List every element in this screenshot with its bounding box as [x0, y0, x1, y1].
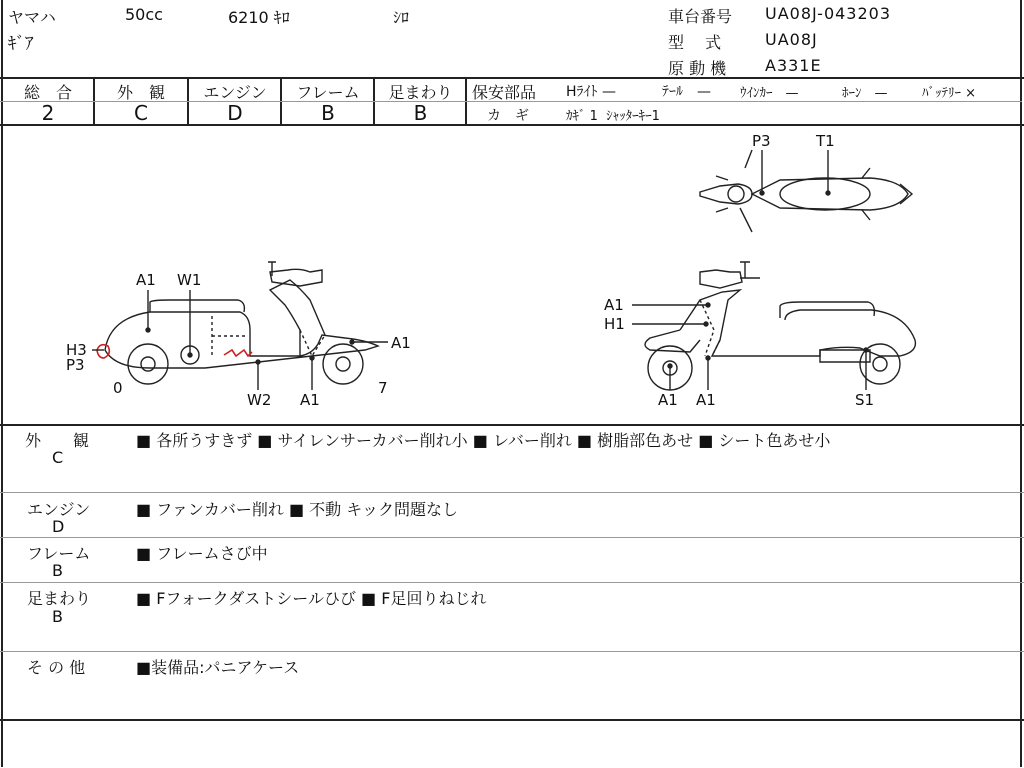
- grade-engine-value: D: [227, 101, 243, 125]
- maker: ヤマハ: [8, 8, 56, 27]
- diag-label-t1: T1: [816, 132, 835, 150]
- grade-frame-label: フレーム: [296, 83, 360, 102]
- grade-overall-value: 2: [41, 101, 55, 125]
- diag-label-h1: H1: [604, 315, 625, 333]
- grade-engine-label: エンジン: [203, 83, 267, 102]
- frame-no-label: 車台番号: [668, 7, 733, 26]
- diag-label-a1: A1: [658, 391, 678, 409]
- model-name: ｷﾞｱ: [8, 34, 34, 54]
- key-value: ｶｷﾞ 1 ｼｬｯﾀｰｷｰ1: [566, 109, 660, 124]
- engine-label: 原 動 機: [668, 59, 727, 78]
- diag-label-s1: S1: [855, 391, 875, 409]
- grade-exterior-label: 外 観: [116, 83, 165, 102]
- remark-grade-exterior: C: [52, 448, 64, 467]
- diag-label-p3: P3: [66, 356, 85, 374]
- displacement: 50cc: [125, 5, 163, 24]
- diag-label-h3: H3: [66, 341, 87, 359]
- scooter-right-view: [632, 262, 915, 390]
- grade-suspension-value: B: [413, 101, 428, 125]
- remark-category-engine: エンジン: [27, 500, 91, 519]
- remark-category-frame: フレーム: [27, 544, 91, 563]
- safety-item-headlight: Hﾗｲﾄ —: [566, 84, 616, 100]
- diag-label-a1: A1: [696, 391, 716, 409]
- diag-label-7: 7: [378, 379, 388, 397]
- remark-text-exterior: ■ 各所うすきず ■ サイレンサーカバー削れ小 ■ レバー削れ ■ 樹脂部色あせ ■ シート色あせ小: [136, 431, 831, 450]
- grade-exterior-value: C: [134, 101, 148, 125]
- diag-label-a1: A1: [604, 296, 624, 314]
- grade-overall-label: 総 合: [23, 83, 72, 102]
- key-label: カ ギ: [487, 108, 529, 124]
- safety-item-winker: ｳｲﾝｶｰ —: [740, 86, 799, 101]
- remark-grade-frame: B: [52, 561, 63, 580]
- diag-label-a1: A1: [391, 334, 411, 352]
- remark-text-engine: ■ ファンカバー削れ ■ 不動 キック問題なし: [136, 500, 458, 519]
- grade-frame-value: B: [321, 101, 335, 125]
- safety-item-tail: ﾃｰﾙ —: [662, 84, 711, 100]
- type-value: UA08J: [765, 30, 818, 49]
- remark-grade-suspension: B: [52, 607, 63, 626]
- type-label: 型 式: [668, 33, 722, 52]
- diag-label-0: 0: [113, 379, 123, 397]
- scooter-top-view: [700, 150, 912, 232]
- diag-label-a1: A1: [300, 391, 320, 409]
- safety-item-battery: ﾊﾞｯﾃﾘｰ ×: [922, 86, 977, 101]
- remark-text-other: ■装備品:パニアケース: [136, 658, 300, 677]
- diag-label-w1: W1: [177, 271, 202, 289]
- safety-item-horn: ﾎｰﾝ —: [842, 86, 888, 101]
- remark-category-suspension: 足まわり: [27, 589, 92, 608]
- color: ｼﾛ: [393, 8, 410, 27]
- diag-label-p3: P3: [752, 132, 771, 150]
- remark-text-suspension: ■ Fフォークダストシールひび ■ F足回りねじれ: [136, 589, 487, 608]
- grade-suspension-label: 足まわり: [388, 83, 453, 102]
- remark-text-frame: ■ フレームさび中: [136, 544, 268, 563]
- remark-category-exterior: 外 観: [25, 431, 90, 450]
- diag-label-a1: A1: [136, 271, 156, 289]
- safety-label: 保安部品: [472, 83, 537, 102]
- remark-grade-engine: D: [52, 517, 65, 536]
- remark-category-other: そ の 他: [27, 658, 86, 677]
- frame-no: UA08J-043203: [765, 4, 892, 23]
- mileage: 6210 ｷﾛ: [228, 8, 290, 27]
- engine-value: A331E: [765, 56, 822, 75]
- diag-label-w2: W2: [247, 391, 272, 409]
